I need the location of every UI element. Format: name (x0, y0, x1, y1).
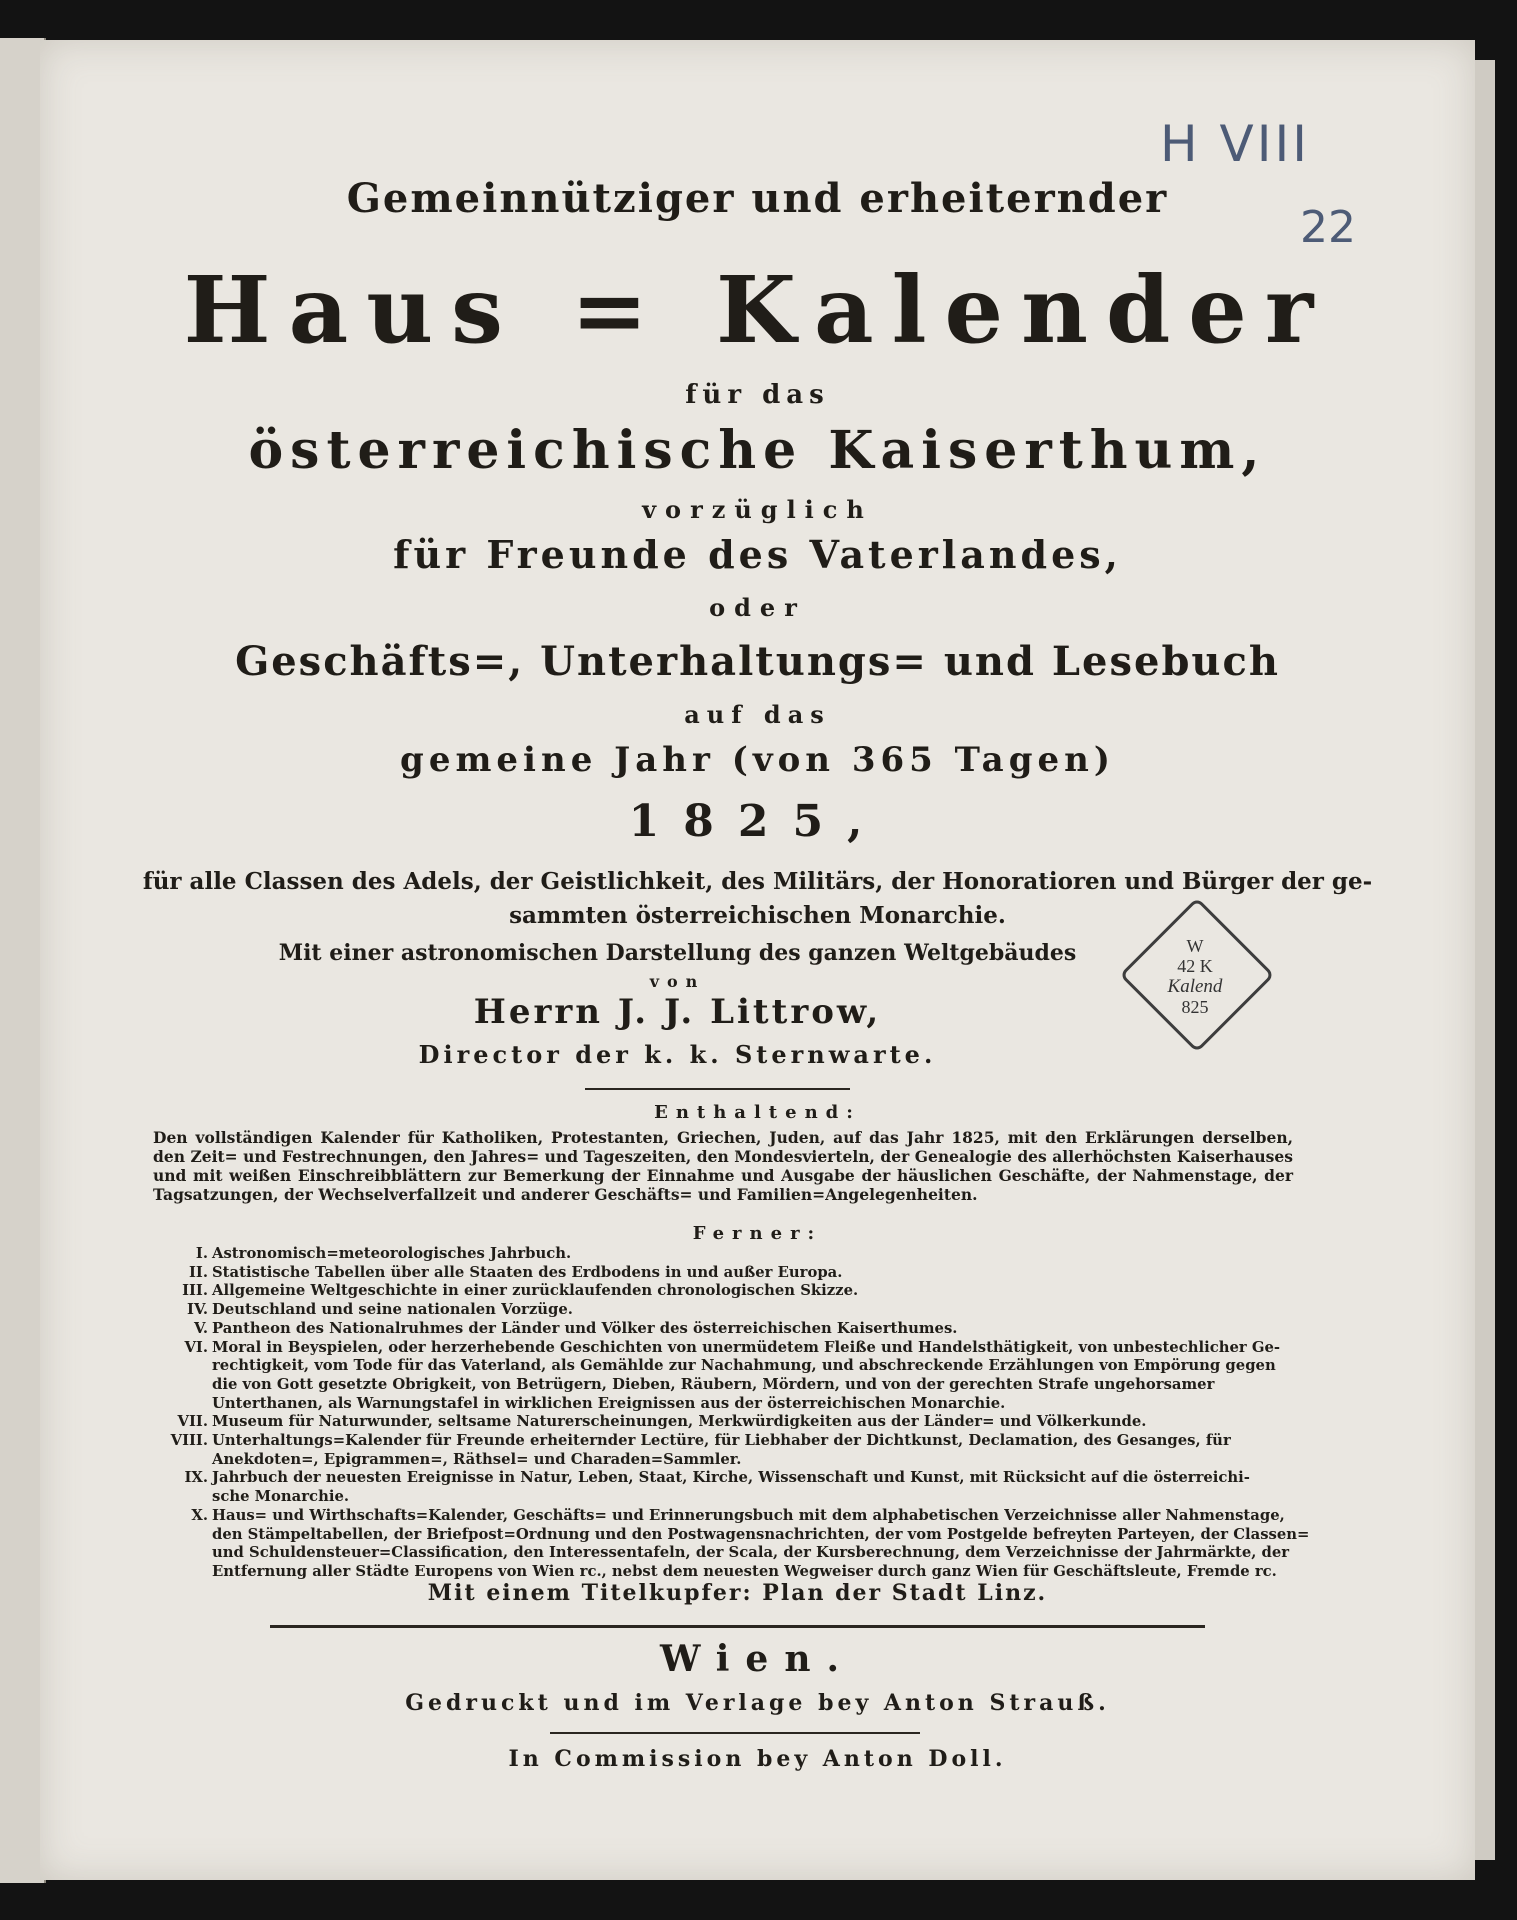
ferner-heading: Ferner: (692, 1223, 823, 1244)
stamp-line-4: 825 (1181, 997, 1209, 1017)
item-line: Unterhaltungs=Kalender für Freunde erheiternder Lectüre, für Liebhaber der Dichtkunst, Declamation, des Gesanges, für (212, 1432, 1231, 1450)
title-line-1: Gemeinnütziger und erheiternder (346, 175, 1169, 222)
title-line-8: Geschäfts=, Unterhaltungs= und Lesebuch (235, 638, 1280, 685)
imprint-commission: In Commission bey Anton Doll. (508, 1746, 1007, 1772)
title-line-9: auf das (684, 700, 831, 729)
item-number: III. (182, 1282, 208, 1300)
item-line: Astronomisch=meteorologisches Jahrbuch. (212, 1245, 572, 1262)
item-line: den Stämpeltabellen, der Briefpost=Ordnung und den Postwagensnachrichten, der vom Postgelde befreyten Parteyen, der Classen= (212, 1525, 1310, 1543)
list-item (184, 1469, 1300, 1506)
list-item (182, 1282, 1300, 1301)
item-line: Allgemeine Weltgeschichte in einer zurücklaufenden chronologischen Skizze. (212, 1282, 859, 1300)
item-line: Pantheon des Nationalruhmes der Länder und Völker des österreichischen Kaiserthumes. (212, 1319, 958, 1337)
subtitle-von: von (649, 972, 706, 991)
item-line: Moral in Beyspielen, oder herzerhebende Geschichten von unermüdetem Fleiße und Handelsthätigkeit, von unbestechlicher Ge- (212, 1338, 1281, 1356)
title-year: 1825, (628, 796, 887, 847)
list-item (170, 1432, 1300, 1469)
list-item (177, 1413, 1300, 1432)
list-item (193, 1319, 1300, 1339)
item-line: Deutschland und seine nationalen Vorzüge. (212, 1301, 573, 1319)
item-line: die von Gott gesetzte Obrigkeit, von Betrügern, Dieben, Räubern, Mördern, und von der gerechten Strafe ungehorsamer (212, 1375, 1215, 1393)
title-line-6: für Freunde des Vaterlandes, (393, 532, 1122, 577)
title-line-3: für das (685, 380, 830, 410)
item-number: I. (195, 1245, 208, 1262)
item-number: X. (191, 1506, 208, 1524)
imprint-printer: Gedruckt und im Verlage bey Anton Strauß. (405, 1690, 1110, 1716)
stamp-line-1: W (1186, 936, 1204, 956)
item-number: II. (189, 1263, 208, 1281)
subtitle-line-3: Mit einer astronomischen Darstellung des ganzen Weltgebäudes (278, 940, 1077, 966)
ferner-list (170, 1245, 1310, 1582)
author-name: Herrn J. J. Littrow, (473, 992, 882, 1032)
main-title: Haus = Kalender (183, 256, 1332, 364)
title-line-5: vorzüglich (642, 495, 873, 524)
archive-shelfmark: H VIII (1160, 115, 1310, 173)
item-line: und Schuldensteuer=Classification, den Interessentafeln, der Scala, der Kursberechnung, dem Verzeichnisse der Jahrmärkte, der (212, 1544, 1290, 1562)
item-line: Entfernung aller Städte Europens von Wien rc., nebst dem neuesten Wegweiser durch ganz Wien für Geschäftsleute, Fremde rc. (212, 1562, 1277, 1580)
subtitle-line-1: für alle Classen des Adels, der Geistlichkeit, des Militärs, der Honoratioren und Bürger der ge- (142, 868, 1373, 895)
item-number: V. (193, 1319, 208, 1337)
contents-line: den Zeit= und Festrechnungen, den Jahres= und Tageszeiten, den Mondesvierteln, der Genealogie des allerhöchsten Kaiserhauses (153, 1147, 1293, 1166)
contents-line: und mit weißen Einschreibblättern zur Bemerkung der Einnahme und Ausgabe der häuslichen Geschäfte, der Nahmenstage, der (153, 1166, 1293, 1185)
item-line: Jahrbuch der neuesten Ereignisse in Natur, Leben, Staat, Kirche, Wissenschaft und Kunst, mit Rücksicht auf die österreichi- (212, 1469, 1250, 1487)
item-line: Statistische Tabellen über alle Staaten des Erdbodens in und außer Europa. (212, 1263, 843, 1281)
contents-heading: Enthaltend: (654, 1102, 861, 1123)
list-item (191, 1506, 1310, 1582)
titelkupfer-note: Mit einem Titelkupfer: Plan der Stadt Linz. (427, 1580, 1048, 1606)
title-line-7: oder (709, 593, 806, 622)
divider-short (585, 1088, 850, 1090)
imprint-city: Wien. (659, 1638, 856, 1680)
item-number: VII. (177, 1413, 208, 1431)
item-line: Haus= und Wirthschafts=Kalender, Geschäfts= und Erinnerungsbuch mit dem alphabetischen Verzeichnisse aller Nahmenstage, (212, 1506, 1285, 1524)
item-number: VI. (184, 1338, 208, 1356)
item-line: sche Monarchie. (212, 1488, 350, 1506)
title-page (40, 40, 1475, 1880)
item-number: IX. (184, 1469, 208, 1487)
item-line: Anekdoten=, Epigrammen=, Räthsel= und Charaden=Sammler. (212, 1450, 742, 1468)
contents-paragraph (153, 1128, 1293, 1204)
item-line: Museum für Naturwunder, seltsame Naturerscheinungen, Merkwürdigkeiten aus der Länder= und Völkerkunde. (212, 1413, 1147, 1431)
subtitle-line-2: sammten österreichischen Monarchie. (509, 902, 1006, 929)
list-item (189, 1263, 1300, 1283)
item-number: VIII. (170, 1432, 208, 1450)
stamp-line-2: 42 K (1177, 956, 1213, 976)
item-number: IV. (187, 1301, 208, 1319)
divider-long (270, 1625, 1205, 1628)
contents-line: Tagsatzungen, der Wechselverfallzeit und anderer Geschäfts= und Familien=Angelegenheiten. (153, 1185, 978, 1204)
contents-line: Den vollständigen Kalender für Katholiken, Protestanten, Griechen, Juden, auf das Jahr 1825, mit den Erklärungen derselben, (153, 1128, 1293, 1147)
item-line: Unterthanen, als Warnungstafel in wirklichen Ereignissen aus der österreichischen Monarchie. (212, 1394, 1006, 1412)
divider-imprint (550, 1732, 920, 1734)
list-item (195, 1245, 1300, 1264)
item-line: rechtigkeit, vom Tode für das Vaterland, als Gemählde zur Nachahmung, und abschreckende Erzählungen von Empörung gegen (212, 1357, 1276, 1375)
author-title: Director der k. k. Sternwarte. (418, 1040, 937, 1069)
archive-number: 22 (1300, 202, 1356, 253)
stamp-line-3: Kalend (1167, 976, 1223, 997)
title-line-10: gemeine Jahr (von 365 Tagen) (400, 740, 1115, 780)
list-item (187, 1301, 1300, 1320)
title-line-4: österreichische Kaiserthum, (248, 420, 1267, 481)
library-stamp (1120, 898, 1270, 1048)
list-item (184, 1338, 1300, 1414)
